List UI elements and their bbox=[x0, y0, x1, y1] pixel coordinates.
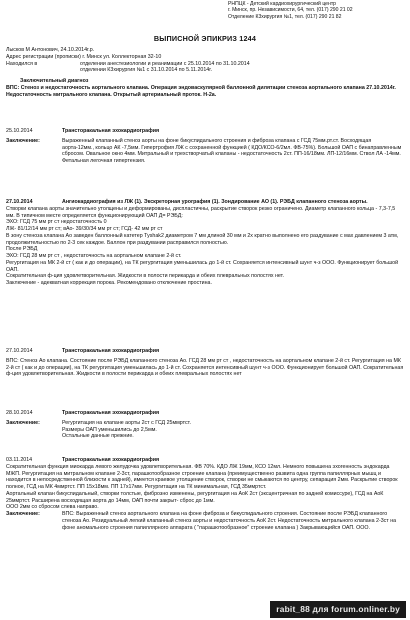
conclusion-text: ВПС: Выраженный стеноз аортального клапана на фоне фиброза и бикуспидального строения. Состояние после РЭБД клапанного стеноза Ао. Резидуальный легкий клапанный стеноз аорты и недостаточность АоК 2ст. Недостаточность митрального клапана 2-3ст на фоне аномального строения папиллярного аппарата ( "парашютообразное" строение клапана ) Закрывающийся ОАП. ООО. bbox=[62, 511, 397, 531]
entry-paragraph: Аортальный клапан бикуспидальный, створки толстые, фиброзно изменены, регургитация на АоК 2ст (эксцентричная по задней комиссуре), ГСД на АоК 25ммртст. Расширена восходящая аорта до 14мм, ОАП почти закрыт- сброс до 1мм. bbox=[6, 490, 384, 504]
clinic-header-line: РНПЦК - Детский кардиохирургический центр bbox=[228, 1, 336, 7]
patient-address: Адрес регистрации (прописки) г. Минск ул. Коллекторная 32-10 bbox=[6, 53, 162, 60]
document-title: ВЫПИСНОЙ ЭПИКРИЗ 1244 bbox=[153, 34, 257, 43]
entry-angiography bbox=[6, 199, 404, 287]
watermark: rabit_88 для forum.onliner.by bbox=[270, 601, 406, 618]
entry-date: 28.10.2014 bbox=[6, 410, 33, 416]
diagnosis-text: ВПС: Стеноз и недостаточность аортального клапана. Операция эндоваскулярной баллонной дилятации стеноза аортального клапана 27.10.2014г. Недостаточность митрального клапана. Открытый артериальный проток. Н-2а. bbox=[6, 84, 396, 98]
entry-title: Трансторакальная эхокардиография bbox=[62, 410, 160, 416]
entry-paragraph: Заключение - адекватная коррекция порока. Рекомендовано отключение простина. bbox=[6, 280, 212, 287]
entry-paragraph: ЛЖ- 81/12/14 мм рт ст; вАо- 39/30/34 мм рт ст; ГСД- 42 мм рт ст bbox=[6, 226, 163, 233]
entry-paragraph: Створки клапана аорты значительно утолщены и деформированы, диспластичны, раскрытие створок резко ограничено. Диаметр клапанного кольца - 7,3-7,5 мм. В типичном месте определяется функционирующий ОАП Д= РЭБД: bbox=[6, 205, 396, 219]
stay-department: отделении К3хирургия №1 с 31.10.2014 по 5.11.2014г. bbox=[80, 67, 212, 74]
located-label: Находился в bbox=[6, 60, 38, 67]
entry-line: Регургитация на клапане аорты 2ст с ГСД 25ммртст. bbox=[62, 419, 191, 426]
stay-icu: отделении анестезиологии и реанимации с 25.10.2014 по 31.10.2014 bbox=[80, 60, 250, 67]
entry-echo-1 bbox=[6, 128, 404, 165]
diagnosis-label: Заключительный диагноз bbox=[20, 78, 89, 85]
clinic-header-line: г. Минск, пр. Независимости, 64, тел. (017) 290 21 02 bbox=[228, 7, 353, 14]
entry-date: 27.10.2014 bbox=[6, 199, 33, 205]
entry-title: Трансторакальная эхокардиография bbox=[62, 348, 160, 354]
entry-label: Заключение: bbox=[6, 419, 40, 426]
entry-title: Трансторакальная эхокардиография bbox=[62, 128, 160, 134]
entry-line: Остальные данные прежние. bbox=[62, 433, 134, 440]
entry-line: Размеры ОАП уменьшились до 2,5мм. bbox=[62, 426, 157, 433]
entry-paragraph: В зону стеноза клапана Ао заведен баллонный катетер Tyshak2 диаметром 7 мм длиной 30 мм и 2х кратно выполнено его раздувание с мах давлением 3 атм, продолжительностью по 2-3 сек каждое. Баллон при раздувании расправился полностью. bbox=[6, 232, 399, 246]
entry-title: Ангиокардиография из ЛЖ (1). Экскреторная урография (1). Зондирование АО (1). РЭБД клапанного стеноза аорты. bbox=[62, 199, 368, 205]
entry-text: Выраженный клапанный стеноз аорты на фоне бикуспидального строения и фиброза клапана с ГСД 75мм.рт.ст. Восходящая аорта-12мм., кольцо АК -7,5мм. Гипертрофия ЛЖ с сохраненной функцией ( КДО/КСО-6/2мл. ФВ-75%). Большой ОАП с бинаправленным сбросом. Овальное окно 4мм. Митральный и трехстворчатый клапаны - недостаточность 2ст. ПП-16/18мм. ЛП-12/16мм. Ствол ЛА -14мм. Фетальная легочная гипертензия. bbox=[62, 137, 402, 165]
entry-paragraph: Сократительная функция миокарда левого желудочка удовлетворительная. ФВ 70%. КДО ЛЖ 19мм, КСО 12мл. Немного повышена эхогенность эндокарда МЖП. Регургитация на митральном клапане 2-3ст, парашютообразное строение клапана (преимущественно развита одна группа папиллярных мышц и находится в непосредственной близости к задней), имеется краевое утолщение створок, створки не смыкаются по центру, сепарация 2мм. Раскрытие створок полное, ГСД на МК 4ммртст. ПП 15х18мм. ПП 17х17мм. Регургитация на ТК минимальная, ГСД 35ммртст. bbox=[6, 463, 398, 491]
patient-name: Лысков М Антонович, 24.10.2014г.р. bbox=[6, 47, 95, 53]
conclusion-label: Заключение: bbox=[6, 511, 40, 518]
clinic-header-line: Отделение К3хирургия №1, тел. (017) 290 21 82 bbox=[228, 13, 342, 20]
entry-paragraph: Сократительная ф-ция удовлетворительная. Жидкости в полости перикарда и обеих плевральных полостях нет. bbox=[6, 273, 284, 280]
entry-paragraph: ООО 2мм со сбросом слева направо. bbox=[6, 504, 99, 511]
entry-label: Заключение: bbox=[6, 137, 40, 144]
entry-echo-3 bbox=[6, 410, 404, 440]
patient-info bbox=[6, 47, 404, 98]
entry-echo-2 bbox=[6, 348, 404, 378]
entry-date: 27.10.2014 bbox=[6, 348, 33, 354]
entry-echo-4 bbox=[6, 457, 404, 531]
entry-paragraph: Регургитация на МК 2-й ст ( как и до операции), на ТК регургитация уменьшилась до 1-й ст. Сохраняется интенсивный шунт ч-з ООО. Функционирует большой ОАП. bbox=[6, 259, 399, 273]
entry-date: 25.10.2014 bbox=[6, 128, 33, 134]
entry-date: 03.11.2014 bbox=[6, 457, 33, 463]
entry-paragraph: ЭХО: ГСД 28 мм рт ст , недостаточность на аортальном клапане 2-й ст. bbox=[6, 253, 182, 260]
clinic-header bbox=[228, 1, 403, 20]
entry-paragraph: ЭХО: ГСД 75 мм рт ст недостаточность 0 bbox=[6, 219, 107, 226]
entry-paragraph: После РЭБД bbox=[6, 246, 38, 253]
entry-title: Трансторакальная эхокардиография bbox=[62, 457, 160, 463]
entry-paragraph: ВПС: Стеноз Ао клапана. Состояние после РЭБД клапанного стеноза Ао. ГСД 28 мм рт ст , недостаточность на аортальном клапане 2-й ст. Регургитация на МК 2-й ст ( как и до операции), на ТК регургитация уменьшилась до 1-й ст. Сохраняется интенсивный шунт ч-з ООО. Функционирует большой ОАП. Сократительная ф-ция удовлетворительная. Жидкости в полости перикарда и обеих плевральных полостях нет bbox=[6, 357, 404, 378]
